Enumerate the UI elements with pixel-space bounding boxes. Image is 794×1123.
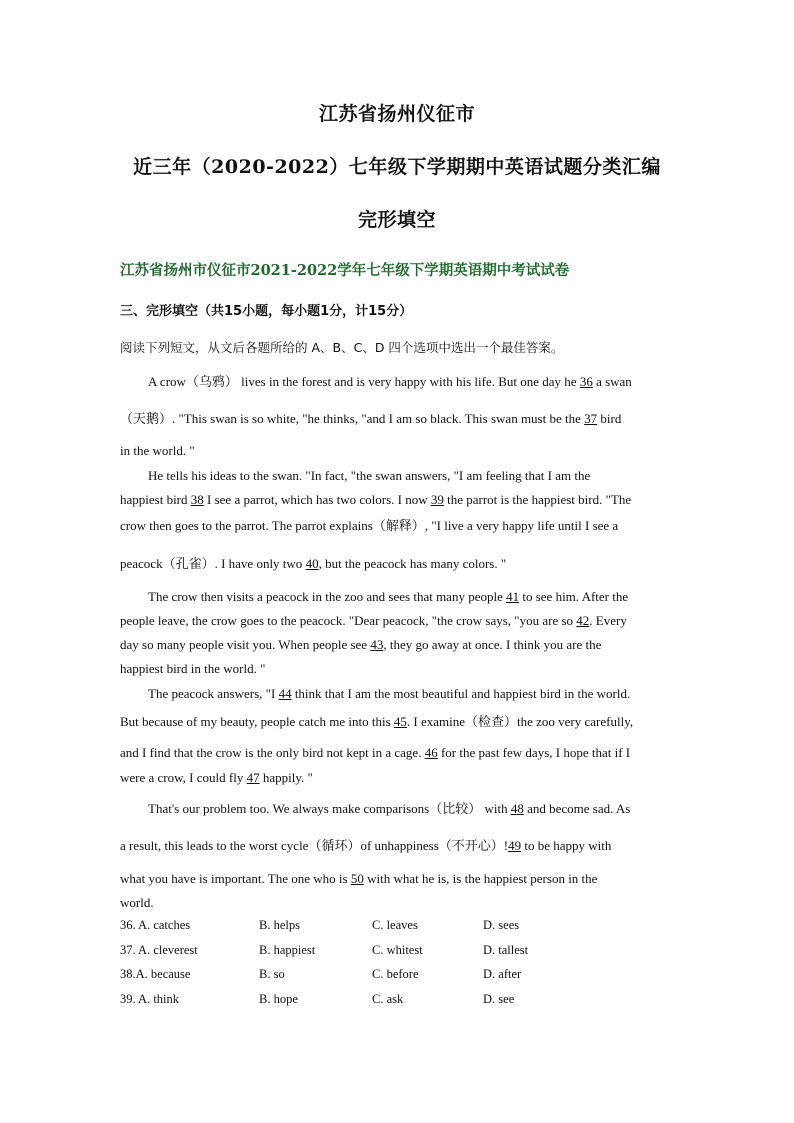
text: The crow then visits a peacock in the zoo and sees that many people	[148, 589, 507, 604]
text: what you have is important. The one who is	[120, 871, 351, 886]
option-c: C. ask	[372, 991, 404, 1006]
option-b: B. helps	[259, 918, 300, 932]
blank-43: 43	[370, 637, 384, 652]
text: , but the peacock has many colors. "	[318, 556, 507, 571]
blank-38: 38	[190, 492, 204, 507]
text: The peacock answers, "I	[148, 686, 279, 701]
text: people leave, the crow goes to the peacock. "Dear peacock, "the crow says, "you are so	[120, 613, 577, 628]
question-37-options	[120, 943, 680, 968]
text: （天鹅）. "This swan is so white, "he thinks, "and I am so black. This swan must be the	[120, 411, 585, 426]
blank-42: 42	[576, 613, 590, 628]
text: happiest bird	[120, 492, 191, 507]
option-d: D. sees	[483, 918, 520, 932]
text: in the world. "	[120, 443, 195, 458]
question-38-options	[120, 967, 680, 992]
blank-45: 45	[393, 714, 407, 729]
text: A crow（乌鸦） lives in the forest and is very happy with his life. But one day he	[148, 374, 580, 389]
exam-source: 江苏省扬州市仪征市2021-2022学年七年级下学期英语期中考试试卷	[120, 262, 570, 279]
text: a swan	[592, 374, 632, 389]
blank-48: 48	[510, 801, 524, 816]
instruction-text: 阅读下列短文，从文后各题所给的 A、B、C、D 四个选项中选出一个最佳答案。	[120, 340, 564, 355]
option-a: 37. A. cleverest	[120, 942, 198, 957]
option-c: C. whitest	[372, 942, 423, 957]
blank-41: 41	[506, 589, 520, 604]
blank-39: 39	[430, 492, 444, 507]
text: a result, this leads to the worst cycle（循环）of unhappiness（不开心）!	[120, 838, 509, 853]
text: , they go away at once. I think you are the	[383, 637, 602, 652]
blank-40: 40	[305, 556, 319, 571]
text: happily. "	[259, 770, 313, 785]
blank-44: 44	[278, 686, 292, 701]
text: I see a parrot, which has two colors. I now	[203, 492, 431, 507]
text: peacock（孔雀）. I have only two	[120, 556, 306, 571]
text: But because of my beauty, people catch me into this	[120, 714, 394, 729]
answer-options	[120, 918, 680, 1016]
option-b: B. happiest	[259, 942, 316, 957]
blank-49: 49	[508, 838, 522, 853]
text: for the past few days, I hope that if I	[437, 745, 631, 760]
text: . Every	[589, 613, 627, 628]
text: That's our problem too. We always make comparisons（比较） with	[148, 801, 511, 816]
text: world.	[120, 895, 154, 910]
section-heading: 三、完形填空（共15小题，每小题1分，计15分）	[120, 304, 413, 319]
option-b: B. so	[259, 967, 285, 981]
question-36-options	[120, 918, 680, 943]
option-c: C. before	[372, 967, 419, 981]
text: He tells his ideas to the swan. "In fact, "the swan answers, "I am feeling that I am the	[148, 468, 591, 483]
text: were a crow, I could fly	[120, 770, 247, 785]
option-d: D. see	[483, 991, 515, 1006]
text: bird	[597, 411, 622, 426]
option-a: 38.A. because	[120, 967, 191, 981]
title-line-2: 近三年（2020-2022）七年级下学期期中英语试题分类汇编	[133, 156, 661, 178]
title-line-1: 江苏省扬州仪征市	[318, 103, 475, 125]
blank-46: 46	[424, 745, 438, 760]
text: to be happy with	[521, 838, 612, 853]
text: crow then goes to the parrot. The parrot explains（解释）, "I live a very happy life until I see a	[120, 518, 619, 533]
blank-47: 47	[246, 770, 260, 785]
option-c: C. leaves	[372, 918, 418, 932]
title-line-3: 完形填空	[357, 209, 436, 231]
text: and I find that the crow is the only bird not kept in a cage.	[120, 745, 425, 760]
text: happiest bird in the world. "	[120, 661, 266, 676]
blank-36: 36	[579, 374, 593, 389]
text: with what he is, is the happiest person in the	[363, 871, 598, 886]
text: and become sad. As	[523, 801, 631, 816]
blank-37: 37	[584, 411, 598, 426]
option-a: 39. A. think	[120, 991, 180, 1006]
option-a: 36. A. catches	[120, 918, 191, 932]
text: . I examine（检查）the zoo very carefully,	[406, 714, 634, 729]
blank-50: 50	[350, 871, 364, 886]
option-d: D. tallest	[483, 942, 529, 957]
text: the parrot is the happiest bird. "The	[443, 492, 632, 507]
option-b: B. hope	[259, 991, 298, 1006]
question-39-options	[120, 992, 680, 1017]
text: day so many people visit you. When people see	[120, 637, 371, 652]
option-d: D. after	[483, 967, 522, 981]
text: think that I am the most beautiful and happiest bird in the world.	[291, 686, 631, 701]
text: to see him. After the	[519, 589, 629, 604]
